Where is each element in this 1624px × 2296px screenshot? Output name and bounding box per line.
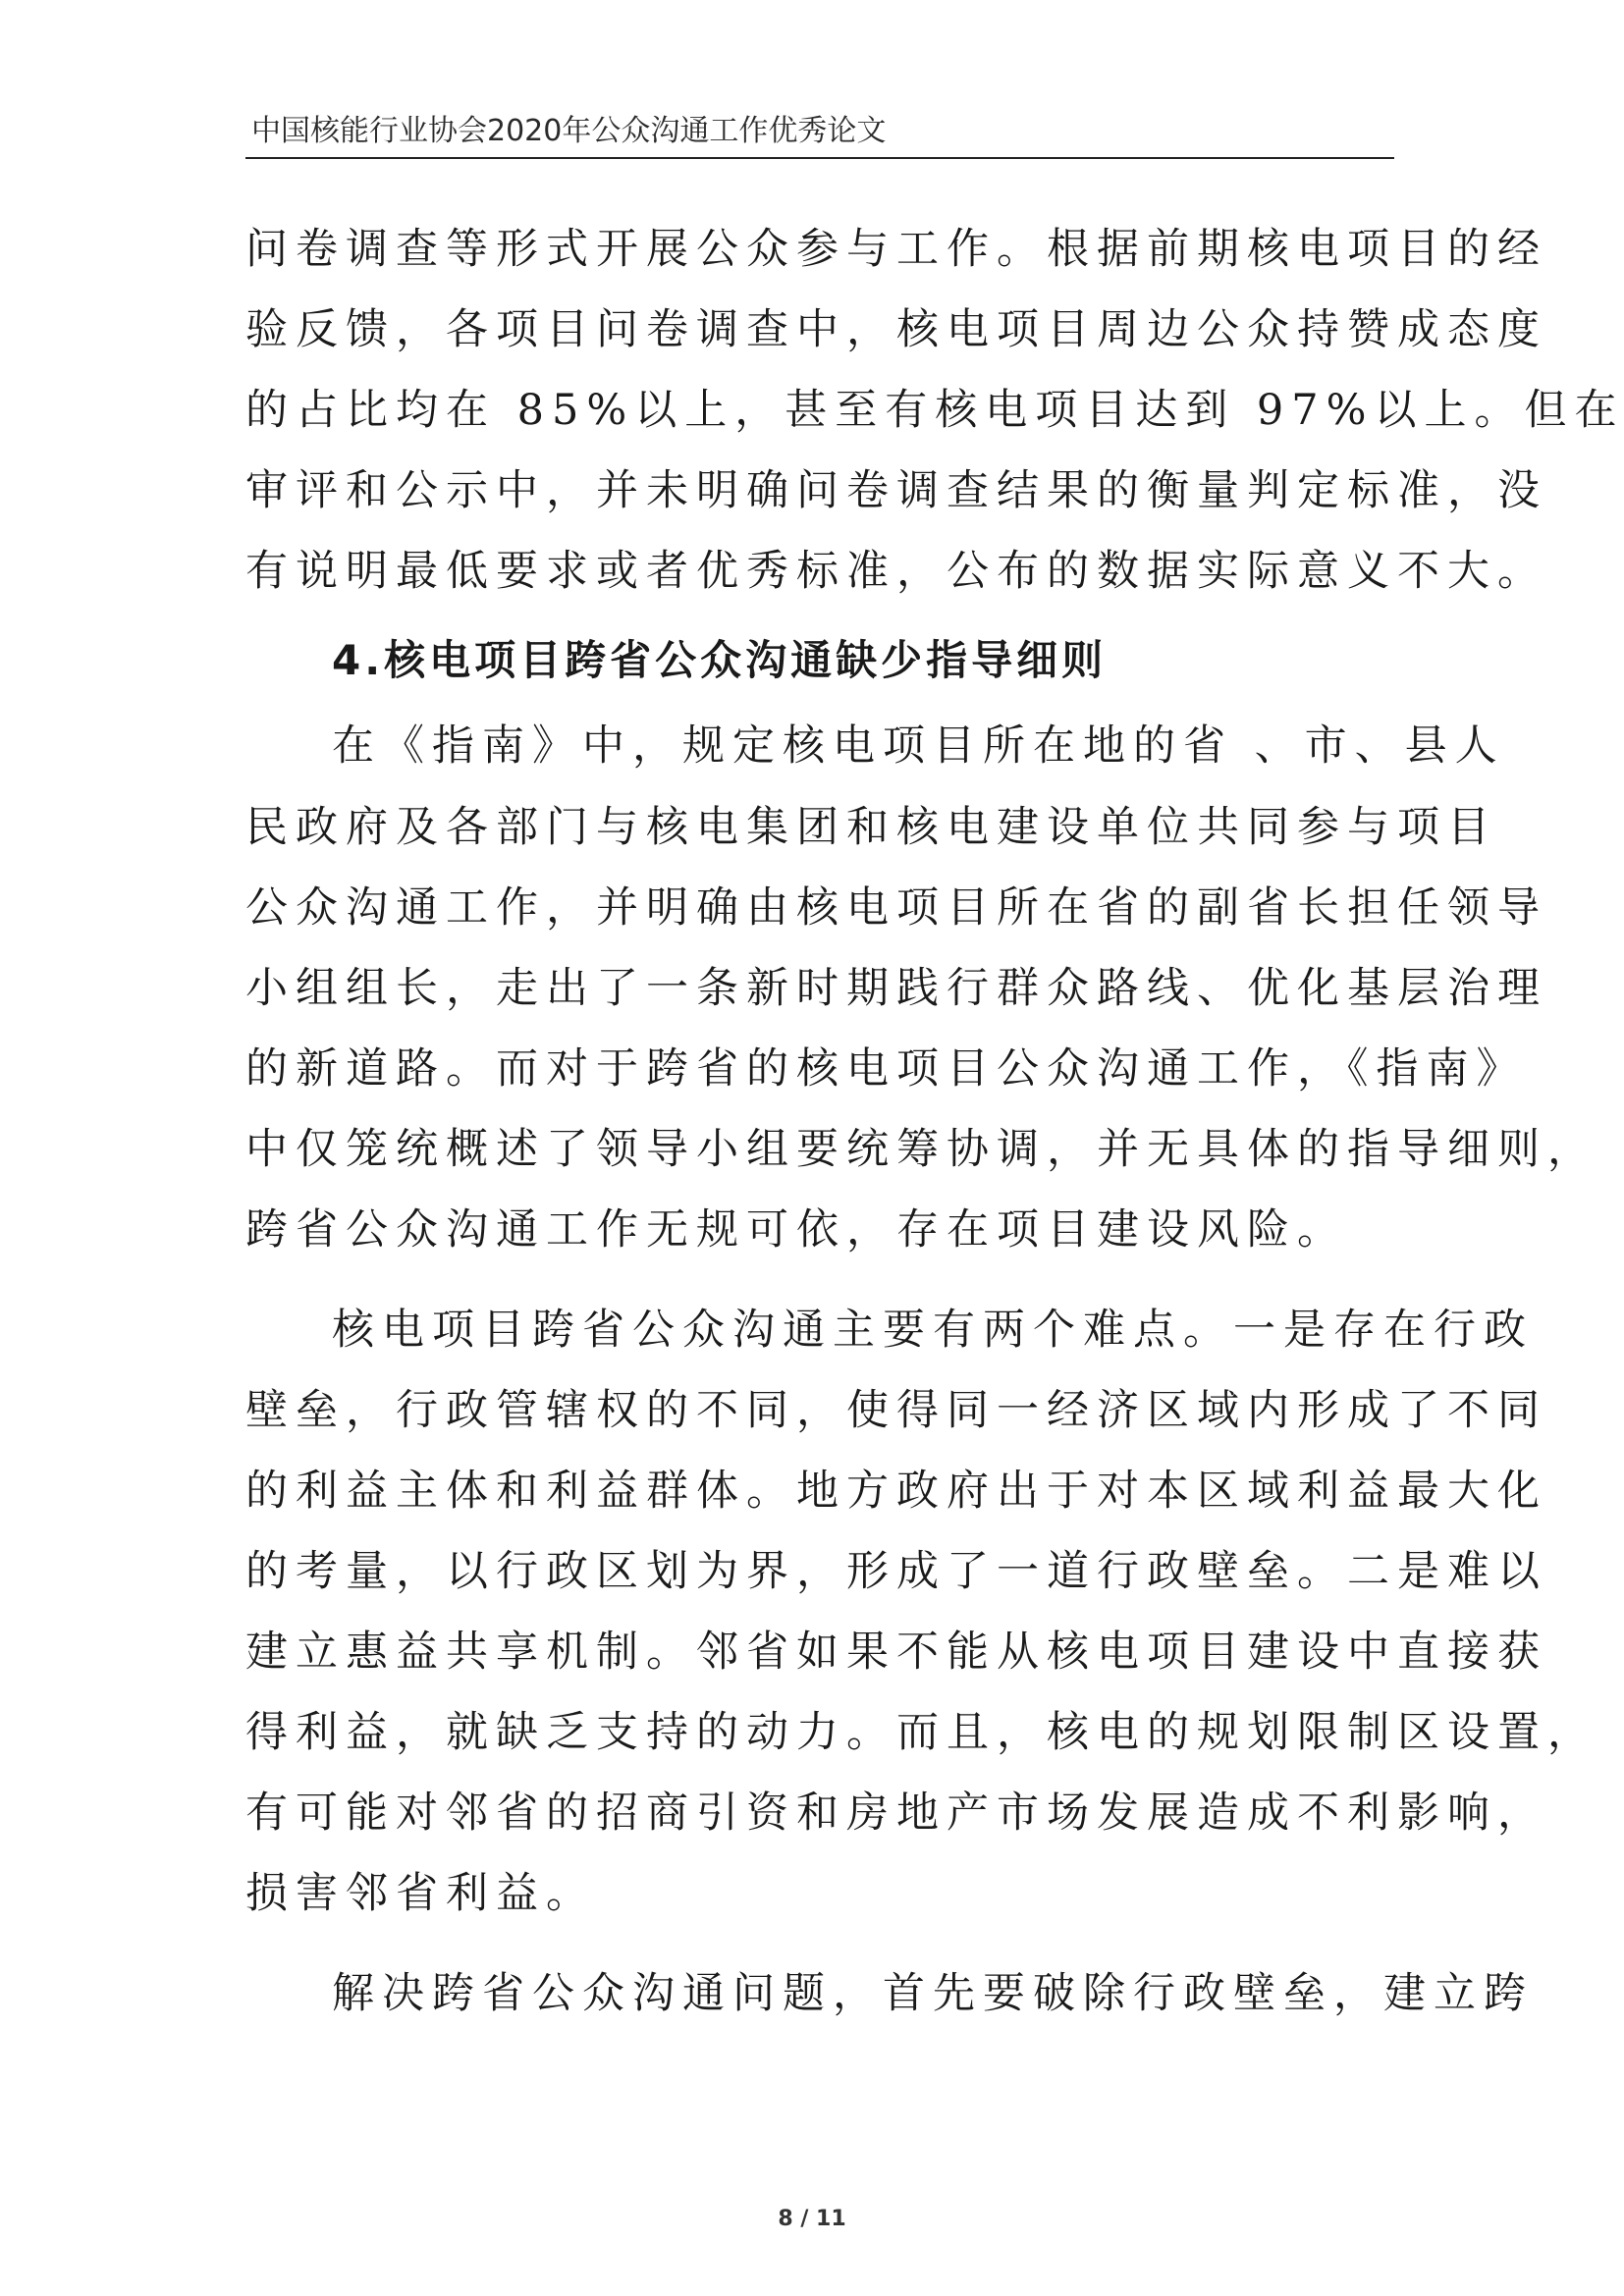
header-title: 中国核能行业协会2020年公众沟通工作优秀论文 — [251, 114, 887, 148]
text-line: 验反馈，各项目问卷调查中，核电项目周边公众持赞成态度 — [245, 305, 1547, 354]
text-line: 的考量，以行政区划为界，形成了一道行政壁垒。二是难以 — [245, 1547, 1547, 1596]
text-line: 公众沟通工作，并明确由核电项目所在省的副省长担任领导 — [245, 883, 1547, 933]
page-number: 8 / 11 — [778, 2207, 846, 2231]
text-line: 小组组长，走出了一条新时期践行群众路线、优化基层治理 — [245, 964, 1547, 1013]
text-line: 有说明最低要求或者优秀标准，公布的数据实际意义不大。 — [245, 547, 1547, 596]
text-line: 得利益，就缺乏支持的动力。而且，核电的规划限制区设置， — [245, 1708, 1597, 1757]
text-line: 问卷调查等形式开展公众参与工作。根据前期核电项目的经 — [245, 225, 1547, 274]
text-line: 损害邻省利益。 — [245, 1869, 596, 1918]
text-line: 的利益主体和利益群体。地方政府出于对本区域利益最大化 — [245, 1467, 1547, 1516]
text-line: 的新道路。而对于跨省的核电项目公众沟通工作，《指南》 — [245, 1044, 1527, 1094]
text-line: 跨省公众沟通工作无规可依，存在项目建设风险。 — [245, 1205, 1347, 1255]
text-line: 中仅笼统概述了领导小组要统筹协调，并无具体的指导细则， — [245, 1125, 1597, 1174]
text-line: 的占比均在 85%以上，甚至有核电项目达到 97%以上。但在 — [245, 386, 1624, 435]
text-line: 审评和公示中，并未明确问卷调查结果的衡量判定标准，没 — [245, 466, 1547, 515]
text-line: 壁垒，行政管辖权的不同，使得同一经济区域内形成了不同 — [245, 1386, 1547, 1435]
text-line: 解决跨省公众沟通问题，首先要破除行政壁垒，建立跨 — [332, 1969, 1534, 2018]
text-line: 建立惠益共享机制。邻省如果不能从核电项目建设中直接获 — [245, 1628, 1547, 1677]
text-line: 核电项目跨省公众沟通主要有两个难点。一是存在行政 — [332, 1306, 1534, 1355]
section-heading: 4.核电项目跨省公众沟通缺少指导细则 — [332, 636, 1108, 684]
running-header — [245, 108, 1394, 159]
text-line: 在《指南》中，规定核电项目所在地的省 、市、县人 — [332, 721, 1505, 771]
text-line: 有可能对邻省的招商引资和房地产市场发展造成不利影响， — [245, 1789, 1547, 1838]
text-line: 民政府及各部门与核电集团和核电建设单位共同参与项目 — [245, 803, 1497, 852]
